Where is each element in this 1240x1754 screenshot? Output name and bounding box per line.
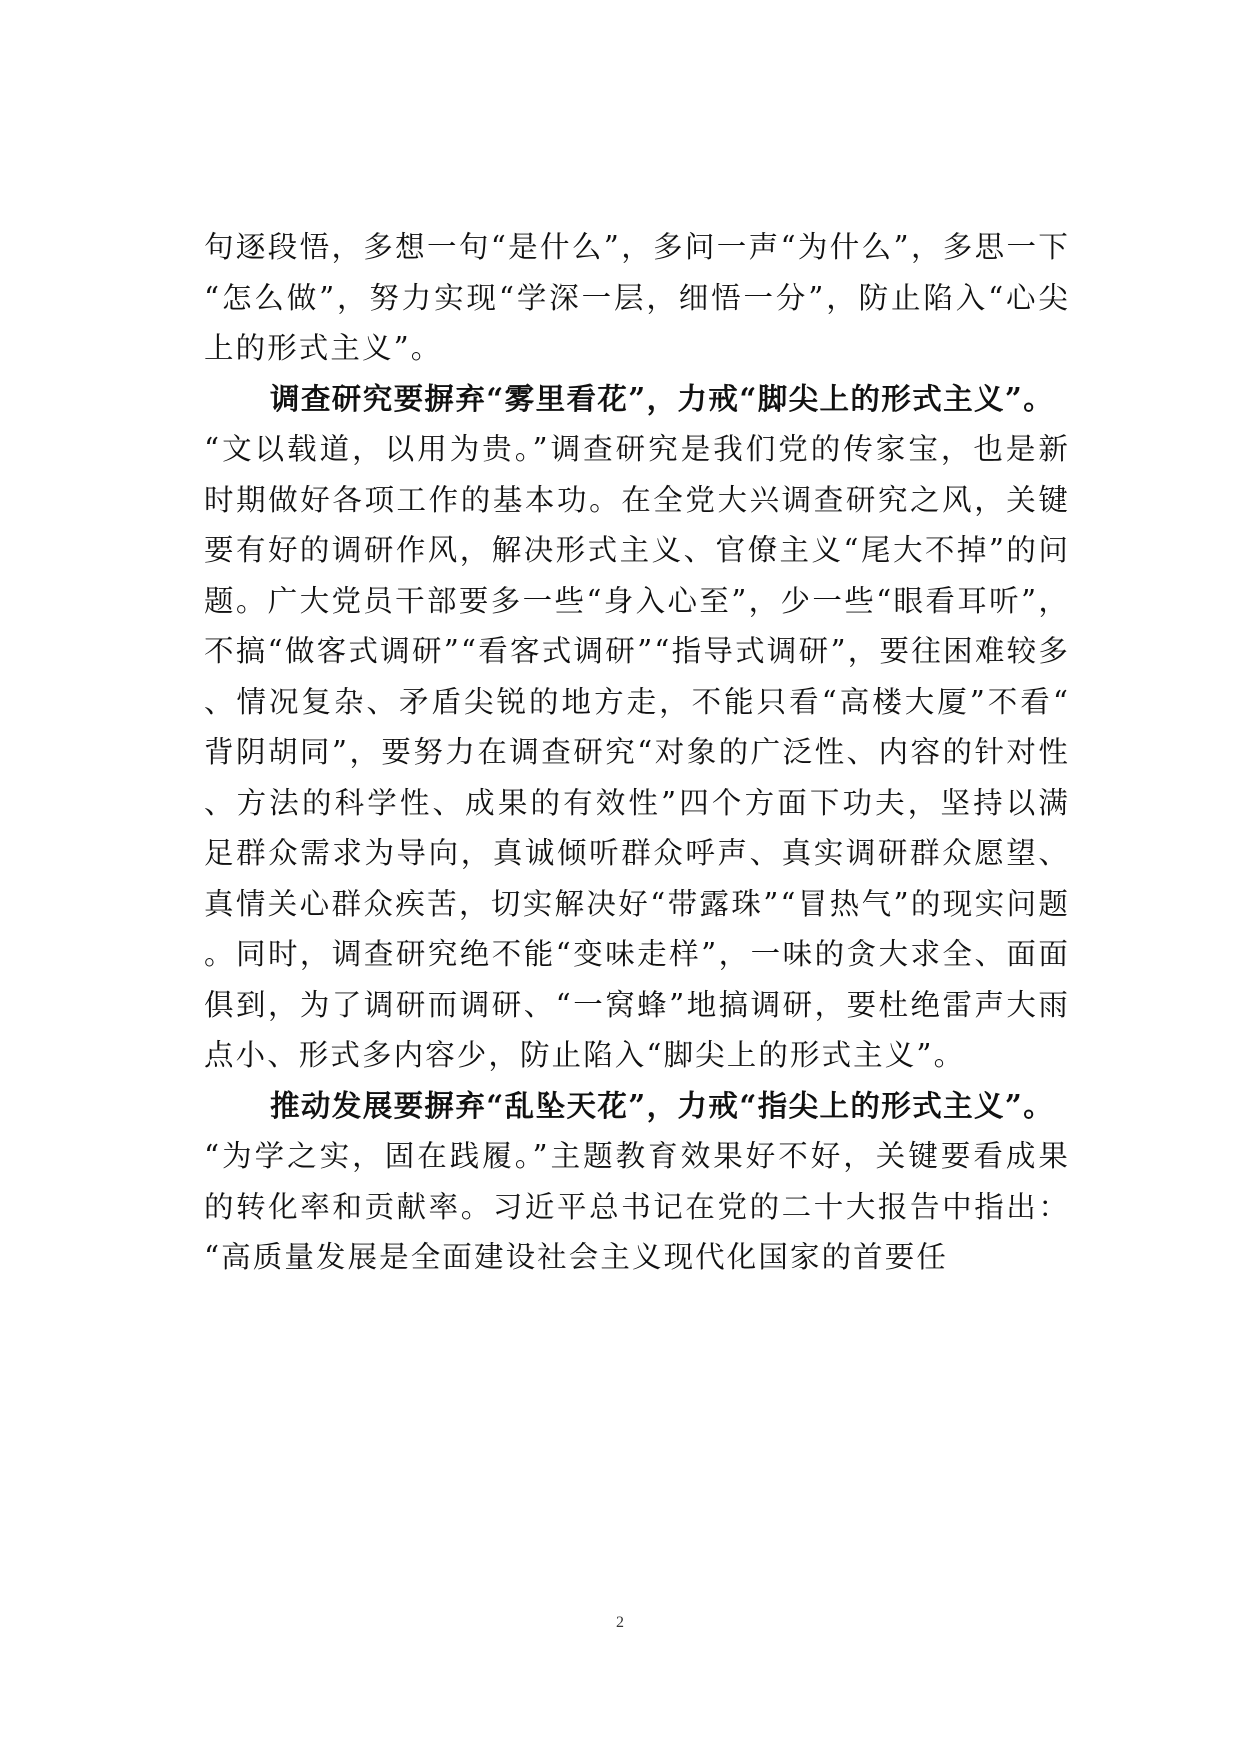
paragraph-development: “为学之实，固在践履。”主题教育效果好不好，关键要看成果的转化率和贡献率。习近平总书记在党的二十大报告中指出：“高质量发展是全面建设社会主义现代化国家的首要任 [204, 1139, 1070, 1274]
page-number: 2 [616, 1614, 624, 1631]
section-heading-research: 调查研究要摒弃“雾里看花”，力戒“脚尖上的形式主义”。 [270, 380, 1055, 416]
paragraph-continuation: 句逐段悟，多想一句“是什么”，多问一声“为什么”，多思一下“怎么做”，努力实现“学深一层，细悟一分”，防止陷入“心尖上的形式主义”。 [204, 230, 1070, 365]
paragraph-research: “文以载道，以用为贵。”调查研究是我们党的传家宝，也是新时期做好各项工作的基本功。在全党大兴调查研究之风，关键要有好的调研作风，解决形式主义、官僚主义“尾大不掉”的问题。广大党员干部要多一些“身入心至”，少一些“眼看耳听”，不搞“做客式调研”“看客式调研”“指导式调研”，要往困难较多、情况复杂、矛盾尖锐的地方走，不能只看“高楼大厦”不看“背阴胡同”，要努力在调查研究“对象的广泛性、内容的针对性、方法的科学性、成果的有效性”四个方面下功夫，坚持以满足群众需求为导向，真诚倾听群众呼声、真实调研群众愿望、真情关心群众疾苦，切实解决好“带露珠”“冒热气”的现实问题。同时，调查研究绝不能“变味走样”，一味的贪大求全、面面俱到，为了调研而调研、“一窝蜂”地搞调研，要杜绝雷声大雨点小、形式多内容少，防止陷入“脚尖上的形式主义”。 [204, 432, 1070, 1072]
section-heading-development: 推动发展要摒弃“乱坠天花”，力戒“指尖上的形式主义”。 [270, 1087, 1055, 1123]
document-body [204, 222, 1070, 1283]
